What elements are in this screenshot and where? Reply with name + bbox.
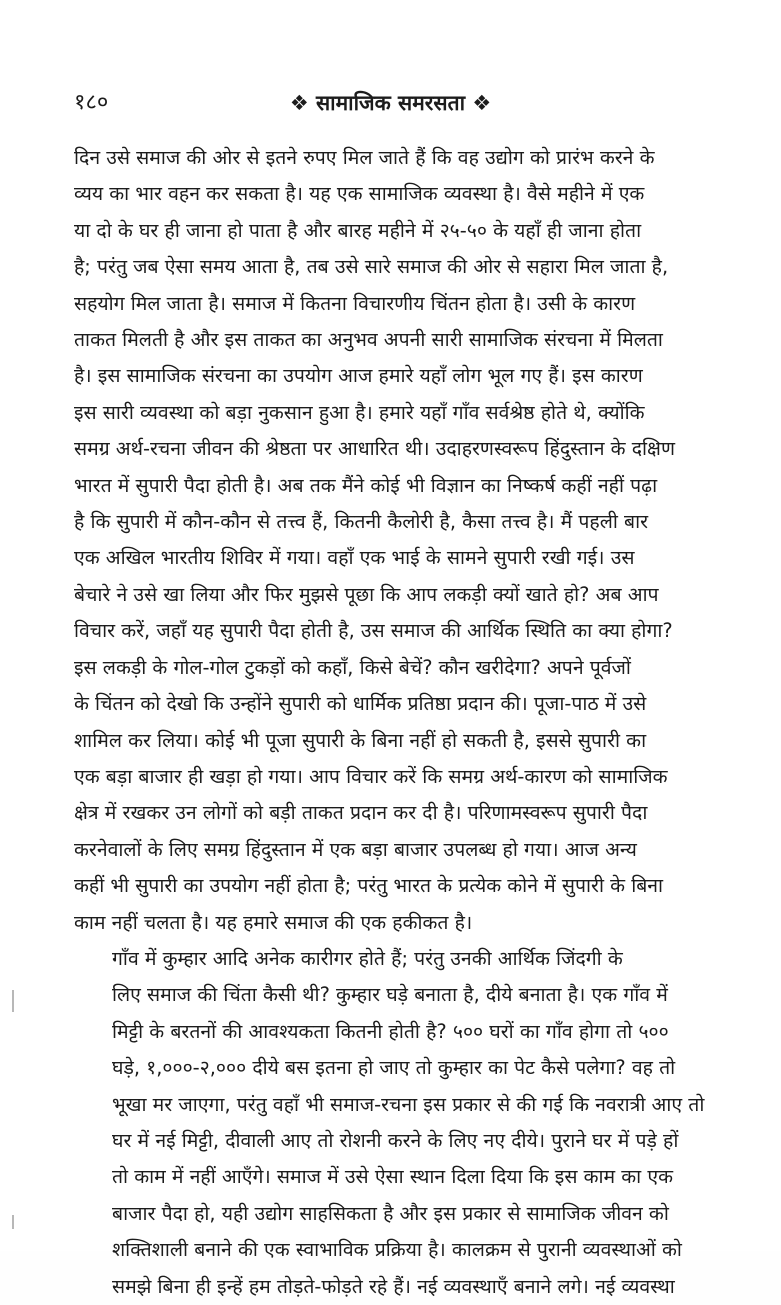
text-line: दिन उसे समाज की ओर से इतने रुपए मिल जाते हैं कि वह उद्योग को प्रारंभ करने के xyxy=(74,146,655,169)
page-number: १८० xyxy=(74,90,109,115)
running-header xyxy=(0,88,781,122)
text-line: क्षेत्र में रखकर उन लोगों को बड़ी ताकत प्रदान कर दी है। परिणामस्वरूप सुपारी पैदा xyxy=(74,801,648,825)
text-line: समग्र अर्थ-रचना जीवन की श्रेष्ठता पर आधारित थी। उदाहरणस्वरूप हिंदुस्तान के दक्षिण xyxy=(74,437,675,461)
text-line: इस लकड़ी के गोल-गोल टुकड़ों को कहाँ, किसे बेचें? कौन खरीदेगा? अपने पूर्वजों xyxy=(74,655,631,679)
text-line: एक अखिल भारतीय शिविर में गया। वहाँ एक भाई के सामने सुपारी रखी गई। उस xyxy=(74,546,635,570)
text-line: ताकत मिलती है और इस ताकत का अनुभव अपनी सारी सामाजिक संरचना में मिलता xyxy=(74,328,663,352)
text-line: है। इस सामाजिक संरचना का उपयोग आज हमारे यहाँ लोग भूल गए हैं। इस कारण xyxy=(74,364,643,388)
text-line: गाँव में कुम्हार आदि अनेक कारीगर होते हैं; परंतु उनकी आर्थिक जिंदगी के xyxy=(112,946,623,970)
chapter-title: ❖ सामाजिक समरसता ❖ xyxy=(289,91,492,115)
text-line: इस सारी व्यवस्था को बड़ा नुकसान हुआ है। हमारे यहाँ गाँव सर्वश्रेष्ठ होते थे, क्योंकि xyxy=(74,400,645,424)
text-line: है कि सुपारी में कौन-कौन से तत्त्व हैं, कितनी कैलोरी है, कैसा तत्त्व है। मैं पहली बार xyxy=(74,510,649,534)
text-line: है; परंतु जब ऐसा समय आता है, तब उसे सारे समाज की ओर से सहारा मिल जाता है, xyxy=(74,255,669,279)
text-line: मिट्टी के बरतनों की आवश्यकता कितनी होती है? ५०० घरों का गाँव होगा तो ५०० xyxy=(112,1019,669,1043)
text-line: एक बड़ा बाजार ही खड़ा हो गया। आप विचार करें कि समग्र अर्थ-कारण को सामाजिक xyxy=(74,764,668,788)
text-line: शक्तिशाली बनाने की एक स्वाभाविक प्रक्रिया है। कालक्रम से पुरानी व्यवस्थाओं को xyxy=(112,1238,682,1262)
text-line: सहयोग मिल जाता है। समाज में कितना विचारणीय चिंतन होता है। उसी के कारण xyxy=(74,291,636,315)
scan-edge-mark xyxy=(12,990,14,1012)
text-line: तो काम में नहीं आएँगे। समाज में उसे ऐसा स्थान दिला दिया कि इस काम का एक xyxy=(112,1165,673,1189)
text-line: बाजार पैदा हो, यही उद्योग साहसिकता है और इस प्रकार से सामाजिक जीवन को xyxy=(112,1201,669,1225)
text-line: शामिल कर लिया। कोई भी पूजा सुपारी के बिना नहीं हो सकती है, इससे सुपारी का xyxy=(74,728,647,752)
body-text xyxy=(74,140,730,1305)
text-line: करनेवालों के लिए समग्र हिंदुस्तान में एक बड़ा बाजार उपलब्ध हो गया। आज अन्य xyxy=(74,837,637,861)
text-line: कहीं भी सुपारी का उपयोग नहीं होता है; परंतु भारत के प्रत्येक कोने में सुपारी के बिना xyxy=(74,874,664,898)
text-line: लिए समाज की चिंता कैसी थी? कुम्हार घड़े बनाता है, दीये बनाता है। एक गाँव में xyxy=(112,983,668,1007)
paragraph xyxy=(74,140,730,941)
text-line: या दो के घर ही जाना हो पाता है और बारह महीने में २५-५० के यहाँ ही जाना होता xyxy=(74,218,642,242)
paragraph xyxy=(74,941,730,1305)
text-line: समझे बिना ही इन्हें हम तोड़ते-फोड़ते रहे हैं। नई व्यवस्थाएँ बनाने लगे। नई व्यवस्था xyxy=(112,1274,675,1298)
text-line: घर में नई मिट्टी, दीवाली आए तो रोशनी करने के लिए नए दीये। पुराने घर में पड़े हों xyxy=(112,1128,679,1152)
text-line: घड़े, १,०००-२,००० दीये बस इतना हो जाए तो कुम्हार का पेट कैसे पलेगा? वह तो xyxy=(112,1056,676,1080)
text-line: विचार करें, जहाँ यह सुपारी पैदा होती है, उस समाज की आर्थिक स्थिति का क्या होगा? xyxy=(74,619,673,643)
text-line: के चिंतन को देखो कि उन्होंने सुपारी को धार्मिक प्रतिष्ठा प्रदान की। पूजा-पाठ में उसे xyxy=(74,692,647,716)
text-line: व्यय का भार वहन कर सकता है। यह एक सामाजिक व्यवस्था है। वैसे महीने में एक xyxy=(74,182,645,206)
text-line: बेचारे ने उसे खा लिया और फिर मुझसे पूछा कि आप लकड़ी क्यों खाते हो? अब आप xyxy=(74,582,659,606)
scan-edge-mark xyxy=(12,1215,14,1229)
text-line: भारत में सुपारी पैदा होती है। अब तक मैंने कोई भी विज्ञान का निष्कर्ष कहीं नहीं पढ़ा xyxy=(74,473,658,497)
text-line: काम नहीं चलता है। यह हमारे समाज की एक हकीकत है। xyxy=(74,910,473,934)
text-line: भूखा मर जाएगा, परंतु वहाँ भी समाज-रचना इस प्रकार से की गई कि नवरात्री आए तो xyxy=(112,1092,705,1116)
